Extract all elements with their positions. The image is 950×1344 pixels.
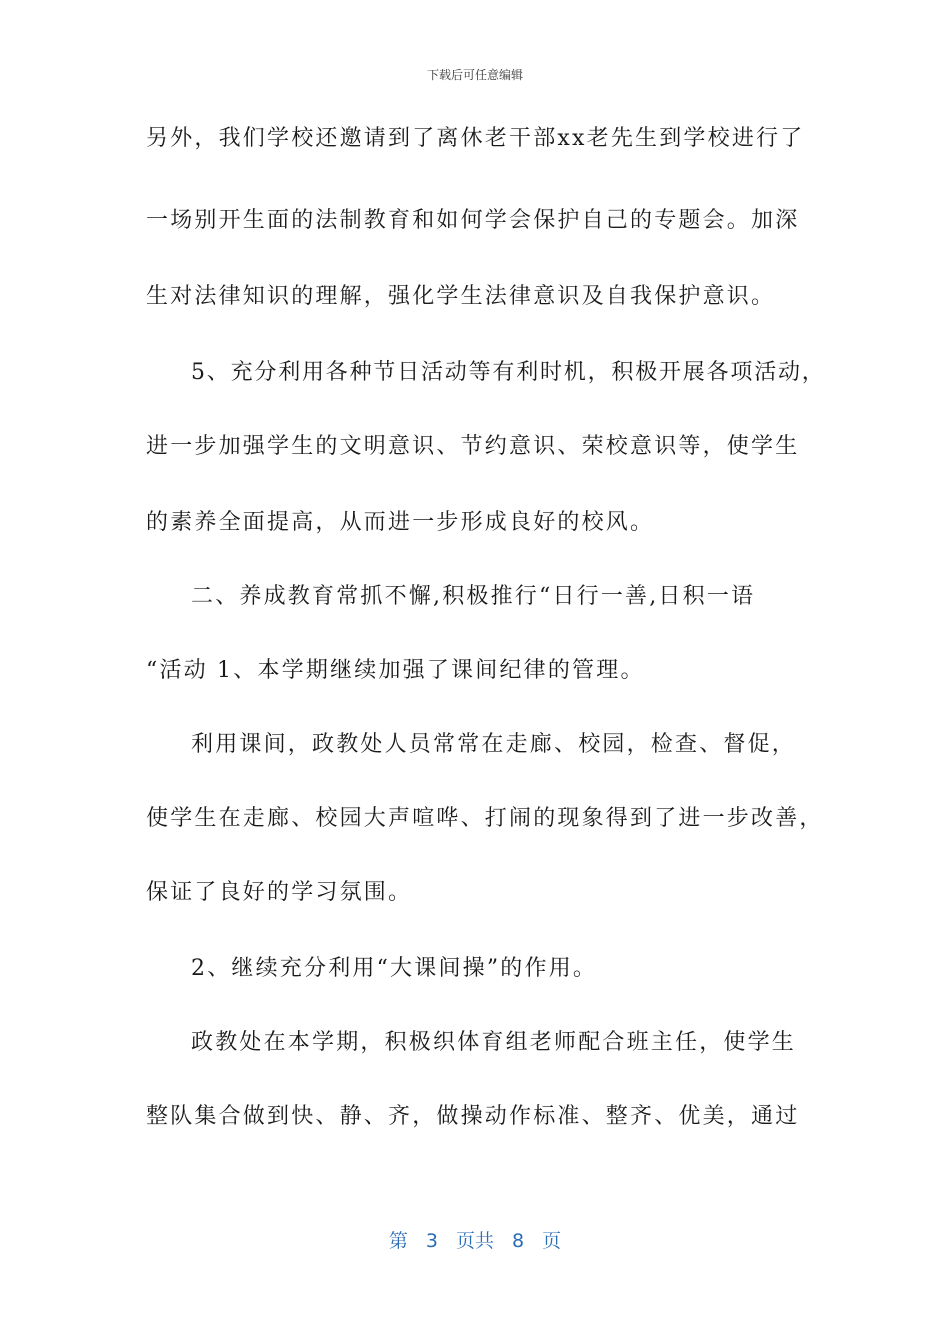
page-footer: 第 3 页共 8 页: [388, 1230, 562, 1252]
text-line: 利用课间，政教处人员常常在走廊、校园，检查、督促，: [191, 732, 797, 757]
text-line: 另外，我们学校还邀请到了离休老干部xx老先生到学校进行了: [146, 126, 805, 151]
text-line: 进一步加强学生的文明意识、节约意识、荣校意识等，使学生: [146, 434, 800, 459]
text-line: 生对法律知识的理解，强化学生法律意识及自我保护意识。: [146, 284, 776, 309]
text-line: “活动 1、本学期继续加强了课间纪律的管理。: [146, 658, 645, 683]
text-line: 的素养全面提高，从而进一步形成良好的校风。: [146, 510, 655, 535]
text-line: 政教处在本学期，积极织体育组老师配合班主任，使学生: [191, 1030, 797, 1055]
text-line: 二、养成教育常抓不懈,积极推行“日行一善,日积一语: [191, 584, 756, 609]
text-line: 2、继续充分利用“大课间操”的作用。: [191, 956, 598, 981]
text-line: 使学生在走廊、校园大声喧哗、打闹的现象得到了进一步改善，: [146, 806, 824, 831]
text-line: 保证了良好的学习氛围。: [146, 880, 413, 905]
page-header: 下载后可任意编辑: [426, 68, 523, 82]
text-line: 一场别开生面的法制教育和如何学会保护自己的专题会。加深: [146, 208, 800, 233]
text-line: 5、充分利用各种节日活动等有利时机，积极开展各项活动，: [191, 360, 826, 385]
text-line: 整队集合做到快、静、齐，做操动作标准、整齐、优美，通过: [146, 1104, 800, 1129]
